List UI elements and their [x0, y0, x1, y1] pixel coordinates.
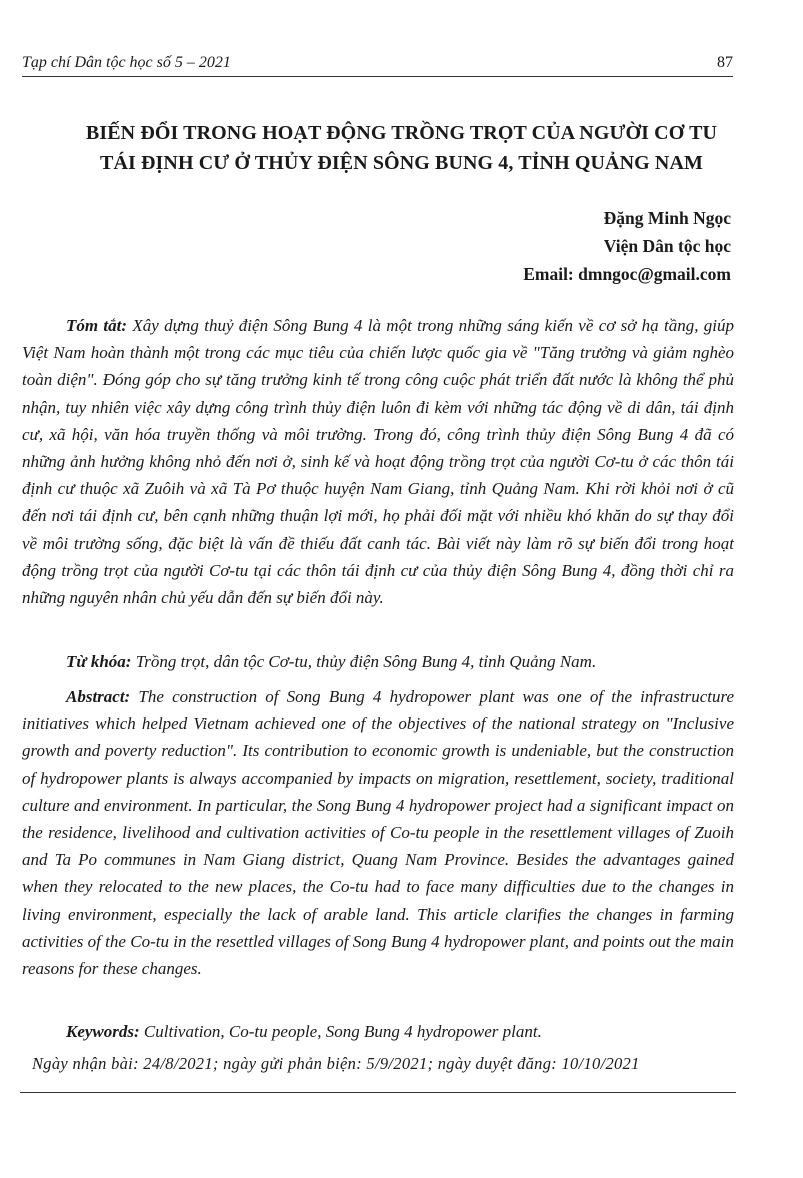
- keywords-vi-text: Trồng trọt, dân tộc Cơ-tu, thủy điện Sông Bung 4, tỉnh Quảng Nam.: [135, 652, 597, 671]
- keywords-vi-label: Từ khóa:: [66, 652, 132, 671]
- abstract-paragraph: [22, 683, 734, 982]
- author-name: Đặng Minh Ngọc: [603, 208, 731, 228]
- keywords-vi-paragraph: [22, 648, 734, 675]
- footer-divider: [20, 1092, 736, 1093]
- page-number: 87: [717, 54, 733, 71]
- submission-dates: Ngày nhận bài: 24/8/2021; ngày gửi phản biện: 5/9/2021; ngày duyệt đăng: 10/10/2021: [32, 1054, 640, 1073]
- title-line-1: BIẾN ĐỔI TRONG HOẠT ĐỘNG TRỒNG TRỌT CỦA NGƯỜI CƠ TU: [85, 122, 718, 144]
- abstract-text: The construction of Song Bung 4 hydropower plant was one of the infrastructure initiatives which helped Vietnam achieved one of the objectives of the national strategy on "Inclusive growth and poverty reduction". Its contribution to economic growth is undeniable, but the construction of hydropower plants is always accompanied by impacts on migration, resettlement, society, traditional culture and environment. In particular, the Song Bung 4 hydropower project had a significant impact on the residence, livelihood and cultivation activities of Co-tu people in the resettlement villages of Zuoih and Ta Po communes in Nam Giang district, Quang Nam Province. Besides the advantages gained when they relocated to the new places, the Co-tu had to face many difficulties due to the changes in living environment, especially the lack of arable land. This article clarifies the changes in farming activities of the Co-tu in the resettled villages of Song Bung 4 hydropower plant, and points out the main reasons for these changes.: [22, 687, 734, 979]
- running-header: [22, 54, 733, 77]
- keywords-en-text: Cultivation, Co-tu people, Song Bung 4 hydropower plant.: [143, 1022, 542, 1041]
- keywords-en-label: Keywords:: [66, 1022, 140, 1041]
- journal-name: Tạp chí Dân tộc học số 5 – 2021: [22, 54, 231, 71]
- summary-paragraph: [22, 312, 734, 611]
- abstract-label: Abstract:: [66, 687, 131, 706]
- summary-text: Xây dựng thuỷ điện Sông Bung 4 là một trong những sáng kiến về cơ sở hạ tầng, giúp Việt Nam hoàn thành một trong các mục tiêu của chiến lược quốc gia về "Tăng trưởng và giảm nghèo toàn diện". Đóng góp cho sự tăng trưởng kinh tế trong công cuộc phát triển đất nước là không thể phủ nhận, tuy nhiên việc xây dựng công trình thủy điện luôn đi kèm với những tác động về di dân, tái định cư, xã hội, văn hóa truyền thống và môi trường. Trong đó, công trình thủy điện Sông Bung 4 đã có những ảnh hưởng không nhỏ đến nơi ở, sinh kế và hoạt động trồng trọt của người Cơ-tu ở các thôn tái định cư thuộc xã Zuôih và xã Tà Pơ thuộc huyện Nam Giang, tỉnh Quảng Nam. Khi rời khỏi nơi ở cũ đến nơi tái định cư, bên cạnh những thuận lợi mới, họ phải đối mặt với nhiều khó khăn do sự thay đổi về môi trường sống, đặc biệt là vấn đề thiếu đất canh tác. Bài viết này làm rõ sự biến đổi trong hoạt động trồng trọt của người Cơ-tu tại các thôn tái định cư của thủy điện Sông Bung 4, đồng thời chỉ ra những nguyên nhân chủ yếu dẫn đến sự biến đổi này.: [22, 316, 735, 608]
- keywords-en-paragraph: [22, 1018, 734, 1045]
- author-email: Email: dmngoc@gmail.com: [523, 264, 731, 284]
- summary-label: Tóm tắt:: [66, 316, 128, 335]
- title-line-2: TÁI ĐỊNH CƯ Ở THỦY ĐIỆN SÔNG BUNG 4, TỈNH QUẢNG NAM: [100, 152, 703, 174]
- author-block: [523, 204, 731, 288]
- author-affiliation: Viện Dân tộc học: [603, 236, 731, 256]
- article-title: [20, 118, 783, 178]
